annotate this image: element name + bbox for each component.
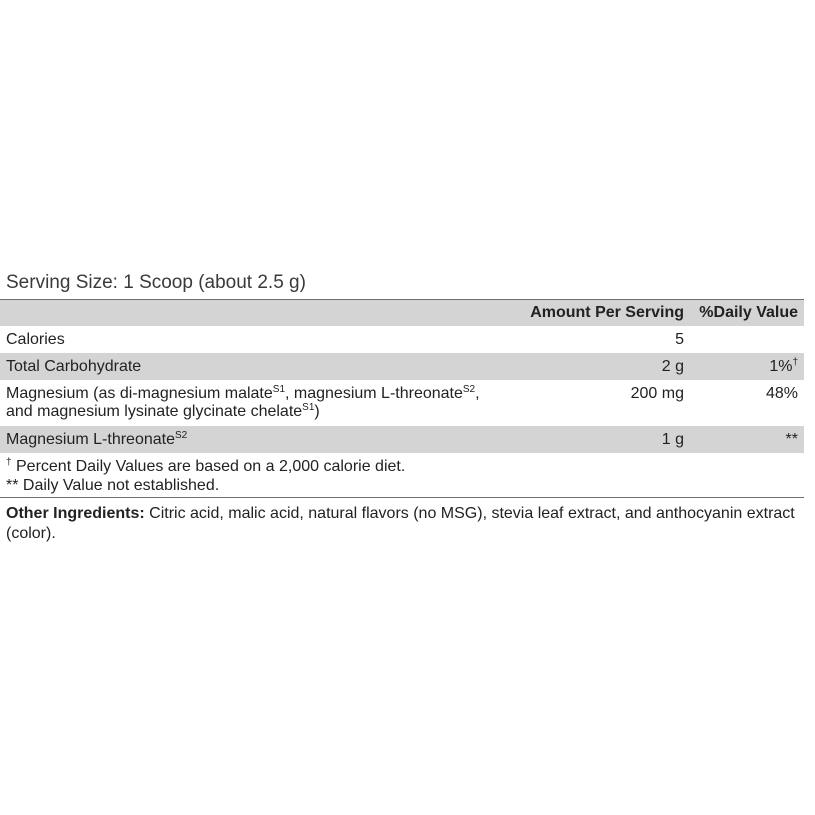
source-mark: S2 <box>462 384 476 395</box>
source-mark: S1 <box>272 384 286 395</box>
nutrient-dv: ** <box>785 431 798 448</box>
nutrient-header-blank <box>0 300 496 326</box>
name-part: ) <box>314 403 320 420</box>
table-header-row <box>0 300 804 326</box>
name-part: Magnesium L-threonate <box>6 431 175 448</box>
dv-value: 1% <box>769 358 793 375</box>
nutrient-dv <box>690 353 804 380</box>
name-part: and magnesium lysinate glycinate chelate <box>6 403 303 420</box>
source-mark: S1 <box>302 402 315 413</box>
name-part: , <box>475 385 480 402</box>
nutrient-amount: 1 g <box>661 431 684 448</box>
nutrient-amount: 200 mg <box>630 385 684 402</box>
footnote-text: Percent Daily Values are based on a 2,000 calorie diet. <box>11 458 406 475</box>
other-ingredients-label: Other Ingredients: <box>6 505 145 522</box>
source-mark: S2 <box>174 430 188 441</box>
nutrient-dv <box>690 326 804 353</box>
nutrient-name: Total Carbohydrate <box>6 358 142 375</box>
footnote-star: ** Daily Value not established. <box>6 477 220 494</box>
dagger-mark: † <box>792 357 798 368</box>
nutrient-name <box>0 426 496 453</box>
other-ingredients <box>0 498 804 544</box>
nutrient-dv: 48% <box>765 385 798 402</box>
serving-size: Serving Size: 1 Scoop (about 2.5 g) <box>6 272 306 293</box>
supplement-facts-panel <box>0 268 804 544</box>
name-part: Magnesium (as di-magnesium malate <box>6 385 273 402</box>
nutrient-name: Calories <box>6 331 65 348</box>
footnote-dagger <box>6 457 798 476</box>
table-row <box>0 380 804 426</box>
dagger-mark: † <box>6 457 12 468</box>
daily-value-header: %Daily Value <box>699 304 798 321</box>
nutrient-table <box>0 300 804 453</box>
amount-header: Amount Per Serving <box>530 304 684 321</box>
name-part: , magnesium L-threonate <box>285 385 463 402</box>
table-row <box>0 353 804 380</box>
nutrient-amount: 2 g <box>661 358 684 375</box>
table-row <box>0 426 804 453</box>
footnotes <box>0 453 804 497</box>
nutrient-name <box>0 380 496 426</box>
other-ingredients-text: Citric acid, malic acid, natural flavors (no MSG), stevia leaf extract, and anthocyanin extract (color). <box>6 505 795 542</box>
nutrient-amount: 5 <box>675 331 684 348</box>
table-row <box>0 326 804 353</box>
